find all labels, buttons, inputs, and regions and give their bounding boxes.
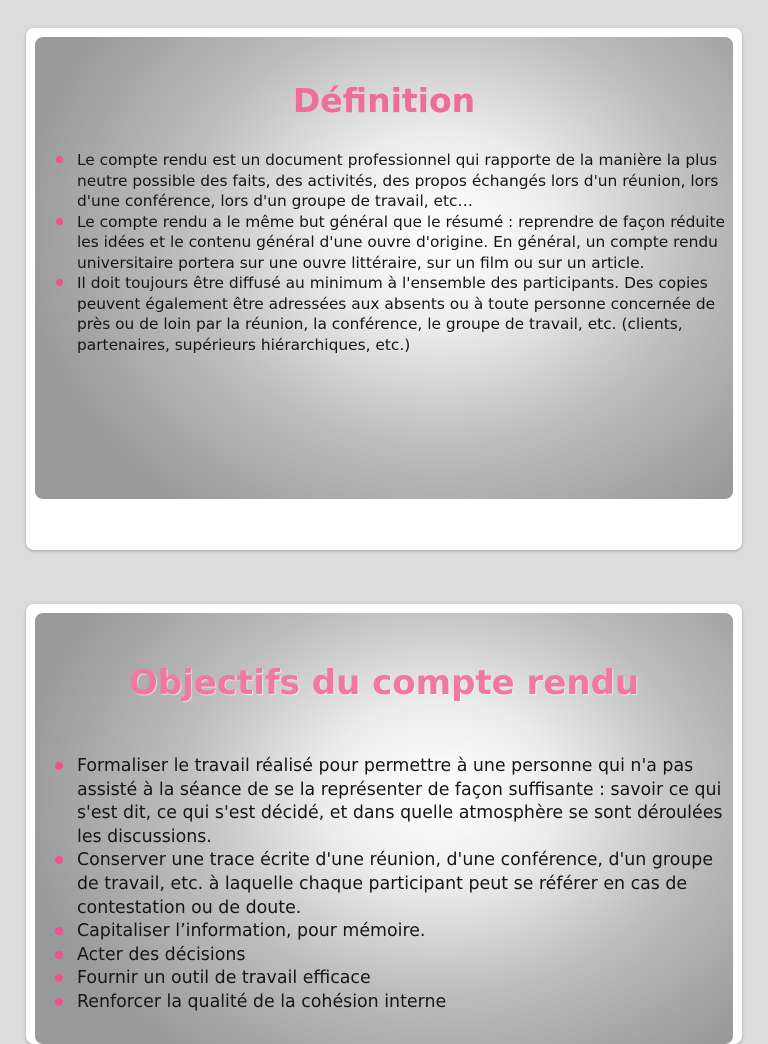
bullet-dot-icon — [56, 279, 63, 286]
bullet-item — [77, 212, 727, 274]
bullet-text: Fournir un outil de travail efficace — [77, 968, 371, 989]
bullet-dot-icon — [55, 951, 63, 959]
bullet-text: Capitaliser l’information, pour mémoire. — [77, 921, 426, 942]
bullet-item — [77, 991, 733, 1015]
slide-card-objectifs — [26, 604, 742, 1044]
bullet-dot-icon — [55, 998, 63, 1006]
bullet-text: Renforcer la qualité de la cohésion interne — [77, 991, 447, 1012]
bullet-item — [77, 755, 733, 849]
bullet-text: Formaliser le travail réalisé pour permettre à une personne qui n'a pas assisté à la séance de se la représenter de façon suffisante : savoir ce qui s'est dit, ce qui s'est décidé, et dans quelle atmosphère se sont déroulées les discussions. — [77, 756, 723, 847]
slide-title: Définition — [292, 81, 476, 120]
bullet-dot-icon — [56, 218, 63, 225]
bullet-item — [77, 944, 733, 968]
bullet-text: Le compte rendu est un document professionnel qui rapporte de la manière la plus neutre possible des faits, des activités, des propos échangés lors d'un réunion, lors d'une conférence, lors d'un groupe de travail, etc… — [77, 151, 719, 210]
slide-title: Objectifs du compte rendu — [128, 663, 640, 703]
bullet-item — [77, 967, 733, 991]
bullet-text: Le compte rendu a le même but général que le résumé : reprendre de façon réduite les idées et le contenu général d'une ouvre d'origine. En général, un compte rendu universitaire portera sur une ouvre littéraire, sur un film ou sur un article. — [77, 212, 725, 272]
bullet-text: Il doit toujours être diffusé au minimum à l'ensemble des participants. Des copies peuvent également être adressées aux absents ou à toute personne concernée de près ou de loin par la réunion, la conférence, le groupe de travail, etc. (clients, partenaires, supérieurs hiérarchiques, etc.) — [77, 274, 716, 354]
bullet-dot-icon — [55, 856, 63, 864]
bullet-list — [77, 755, 733, 1015]
bullet-dot-icon — [56, 156, 63, 163]
bullet-dot-icon — [55, 974, 63, 982]
bullet-item — [77, 150, 727, 212]
slide-card-definition — [26, 28, 742, 550]
bullet-item — [77, 849, 733, 920]
bullet-list — [77, 150, 727, 355]
bullet-dot-icon — [55, 927, 63, 935]
bullet-text: Acter des décisions — [77, 944, 246, 965]
bullet-dot-icon — [55, 762, 63, 770]
slide-objectifs — [35, 613, 733, 1044]
slide-definition — [35, 37, 733, 499]
bullet-item — [77, 920, 733, 944]
bullet-item — [77, 273, 727, 355]
bullet-text: Conserver une trace écrite d'une réunion, d'une conférence, d'un groupe de travail, etc. à laquelle chaque participant peut se référer en cas de contestation ou de doute. — [77, 850, 714, 918]
